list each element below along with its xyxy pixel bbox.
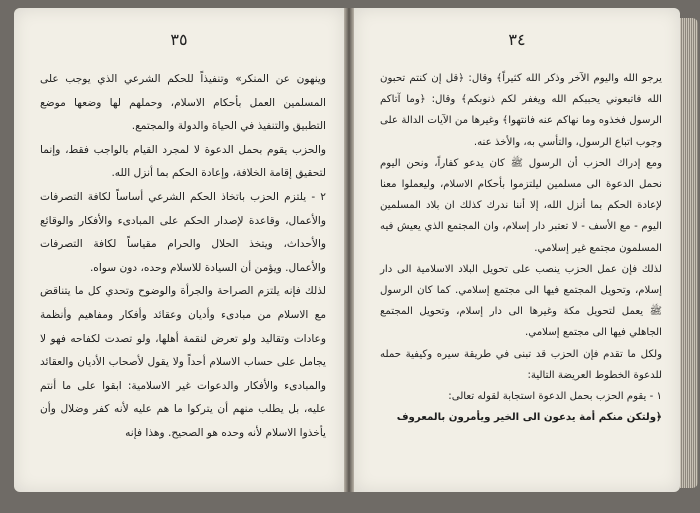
right-paragraph-3: لذلك فإن عمل الحزب ينصب على تحويل البلاد الاسلامية الى دار إسلام، وتحويل المجتمع فيها الى مجتمع إسلامي. كما كان الرسول ﷺ يعمل لتحويل مكة وغيرها الى دار إسلام، وتحويل المجتمع الجاهلي فيها الى مجتمع إسلامي. [380, 263, 662, 339]
left-page-number: ٣٥ [170, 30, 188, 49]
right-paragraph-1: يرجو الله واليوم الآخر وذكر الله كثيراً﴾ وقال: ﴿قل إن كنتم تحبون الله فاتبعوني يحببكم الله ويغفر لكم ذنوبكم﴾ وقال: ﴿وما آتاكم الرسول فخذوه وما نهاكم عنه فانتهوا﴾ وغيرها من الآيات الدالة على وجوب اتباع الرسول، والتأسي به، والأخذ عنه. [380, 73, 662, 148]
right-paragraph-6: ﴿ولتكن منكم أمة يدعون الى الخير ويأمرون بالمعروف [396, 412, 662, 424]
book-gutter [344, 8, 354, 492]
left-paragraph-2: والحزب يقوم بحمل الدعوة لا لمجرد القيام بالواجب فقط، وإنما لتحقيق إقامة الخلافة، وإعادة الحكم بما أنزل الله. [40, 143, 326, 180]
right-page-body [380, 68, 662, 428]
right-paragraph-5: ١ - يقوم الحزب بحمل الدعوة استجابة لقوله تعالى: [448, 391, 662, 403]
right-page [354, 8, 680, 492]
right-paragraph-2: ومع إدراك الحزب أن الرسول ﷺ كان يدعو كفاراً، ونحن اليوم نحمل الدعوة الى مسلمين ليلتزموا بأحكام الاسلام، وليعملوا معنا لإعادة الحكم بما أنزل الله، إلا أننا ندرك كذلك ان بلاد المسلمين اليوم - مع الأسف - لا تعتبر دار إسلام، وان المجتمع الذي يعيش فيه المسلمون مجتمع غير إسلامي. [380, 157, 662, 254]
right-page-number: ٣٤ [508, 30, 526, 49]
left-paragraph-4: لذلك فإنه يلتزم الصراحة والجرأة والوضوح وتحدي كل ما يتناقض مع الاسلام من مبادىء وأديان وعقائد وأفكار ومفاهيم وأنظمة وعادات وتقاليد ولو تعرض لنقمة أهلها، ولو تصدت لكفاحه فهو لا يجامل على حساب الاسلام أحداً ولا يقول لأصحاب الأديان والعقائد والمبادىء والأفكار والدعوات غير الاسلامية: ابقوا على ما أنتم عليه، بل يطلب منهم أن يتركوا ما هم عليه لأنه كفر وضلال وأن يأخذوا الاسلام لأنه وحده هو الصحيح. وهذا فإنه [40, 285, 326, 439]
left-page [14, 8, 344, 492]
left-paragraph-3: ٢ - يلتزم الحزب باتخاذ الحكم الشرعي أساساً لكافة التصرفات والأعمال، وقاعدة لإصدار الحكم على المبادىء والأفكار والوقائع والأحداث، ويتخذ الحلال والحرام مقياساً لكافة التصرفات والأعمال. ويؤمن أن السيادة للاسلام وحده، دون سواه. [40, 190, 326, 274]
page-edges [680, 18, 698, 488]
left-paragraph-1: وينهون عن المنكر» وتنفيذاً للحكم الشرعي الذي يوجب على المسلمين العمل بأحكام الاسلام، وحملهم لها وضعها موضع التطبيق والتنفيذ في الحياة والدولة والمجتمع. [40, 73, 326, 133]
left-page-body [40, 68, 326, 446]
right-paragraph-4: ولكل ما تقدم فإن الحزب قد تبنى في طريقة سيره وكيفية حمله للدعوة الخطوط العريضة التالية: [380, 348, 662, 381]
